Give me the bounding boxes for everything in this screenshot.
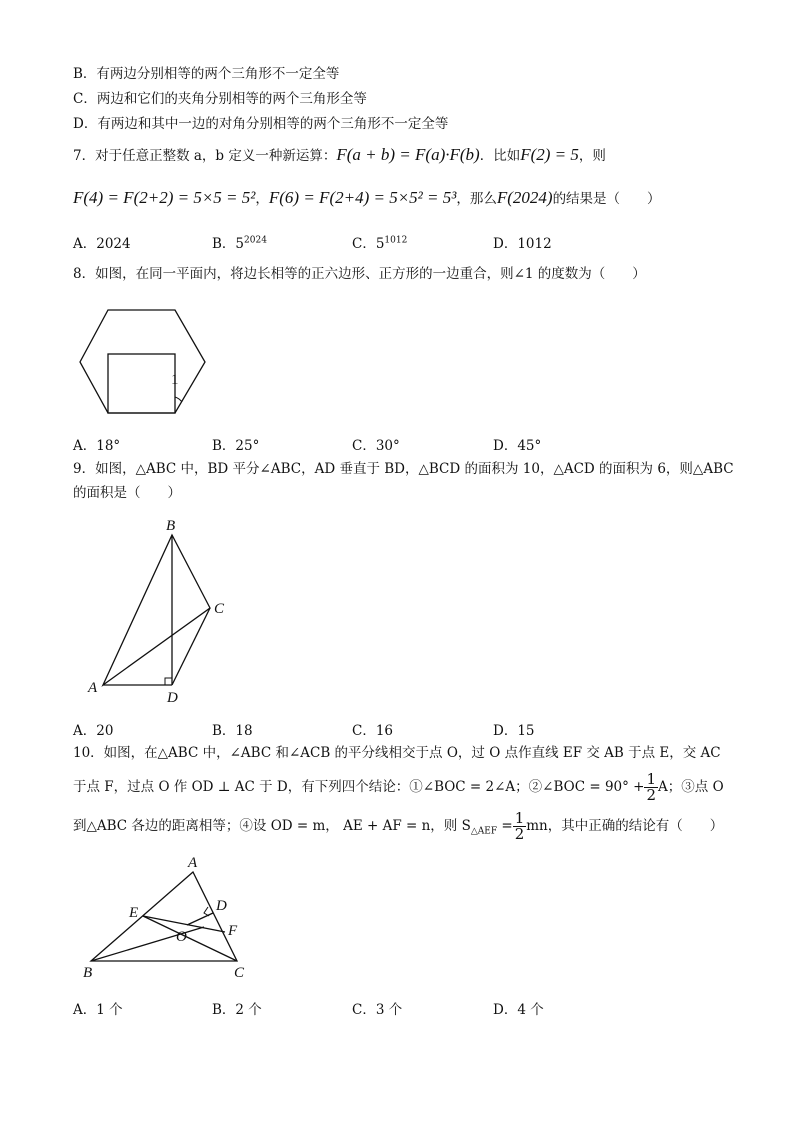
q7-mid-text: ．比如: [479, 148, 521, 164]
q10-bisector-co: [143, 916, 237, 961]
q10-line3-text: 到△ABC 各边的距离相等；④设 OD = m， AE + AF = n，则 S: [73, 818, 471, 834]
q10-option-a: A．1 个: [73, 1002, 123, 1018]
q8-angle-label: 1: [171, 372, 179, 388]
q10-label-o: O: [176, 929, 187, 945]
q10-triangle-figure: [80, 855, 260, 985]
q10-fraction-half-a: [644, 772, 658, 803]
q9-option-c: C．16: [352, 723, 394, 739]
q8-option-a: A．18°: [73, 438, 121, 454]
q10-fraction2-numerator: 1: [514, 809, 525, 827]
q10-stem-line2: [73, 770, 724, 804]
q9-label-c: C: [214, 601, 225, 617]
q7-tail-text: 的结果是（ ）: [552, 191, 661, 207]
q7-stem-line1: [73, 145, 606, 166]
q8-hexagon: [80, 310, 205, 413]
q10-label-f: F: [228, 923, 238, 939]
q7-option-b-exponent: 2024: [244, 235, 267, 246]
q7-intro: 7．对于任意正整数 a，b 定义一种新运算：: [73, 148, 337, 164]
q10-stem-line3: [73, 809, 723, 849]
q9-triangle-figure: [84, 512, 244, 712]
q10-option-c: C．3 个: [352, 1002, 403, 1018]
q7-then-text: ，那么: [456, 191, 497, 207]
q6-option-c: C．两边和它们的夹角分别相等的两个三角形全等: [73, 91, 367, 107]
q8-angle-arc: [175, 397, 182, 402]
q7-option-c-exponent: 1012: [384, 235, 408, 246]
q7-option-a: A．2024: [73, 236, 131, 252]
q8-option-b: B．25°: [212, 438, 260, 454]
q9-right-angle-mark: [165, 678, 172, 685]
q7-option-b-base: B．5: [212, 236, 245, 252]
q9-option-d: D．15: [493, 723, 535, 739]
q9-label-d: D: [167, 690, 178, 706]
q7-example-formula: F(2) = 5: [520, 145, 579, 164]
q10-perpendicular-od: [187, 913, 213, 925]
q10-fraction2-denominator: 2: [514, 825, 525, 843]
q9-option-b: B．18: [212, 723, 253, 739]
q9-label-b: B: [166, 518, 176, 534]
q10-fraction-numerator: 1: [646, 770, 657, 788]
q7-stem-line2: [73, 188, 661, 209]
q10-line3-equals: =: [497, 818, 513, 834]
q10-option-b: B．2 个: [212, 1002, 262, 1018]
q7-formula-f4: F(4) = F(2+2) = 5×5 = 5²: [73, 188, 256, 207]
q7-option-b: [212, 232, 267, 252]
q6-option-b: B．有两边分别相等的两个三角形不一定全等: [73, 66, 340, 82]
q7-end-text: ，则: [578, 148, 606, 164]
q10-line2-text: 于点 F，过点 O 作 OD ⊥ AC 于 D，有下列四个结论：①∠BOC = 2∠A；②∠BOC = 90° +: [73, 779, 645, 795]
q9-stem-line2: 的面积是（ ）: [73, 485, 181, 501]
q10-label-a: A: [188, 855, 198, 871]
q9-stem-line1: 9．如图，△ABC 中，BD 平分∠ABC，AD 垂直于 BD，△BCD 的面积为 10，△ACD 的面积为 6，则△ABC: [73, 461, 734, 477]
q10-label-e: E: [129, 905, 139, 921]
q7-option-d: D．1012: [493, 236, 552, 252]
q10-label-c: C: [234, 965, 245, 981]
q8-option-c: C．30°: [352, 438, 400, 454]
q10-fraction-denominator: 2: [646, 786, 657, 804]
q7-separator: ，: [255, 191, 269, 207]
q8-square: [108, 354, 175, 413]
q10-line3-tail: mn，其中正确的结论有（ ）: [526, 818, 724, 834]
q10-fraction-half-mn: [513, 811, 527, 842]
q8-stem: 8．如图，在同一平面内，将边长相等的正六边形、正方形的一边重合，则∠1 的度数为（ ）: [73, 266, 646, 282]
q9-label-a: A: [88, 680, 98, 696]
q7-option-c: [352, 232, 407, 252]
q10-stem-line1: 10．如图，在△ABC 中，∠ABC 和∠ACB 的平分线相交于点 O，过 O 点作直线 EF 交 AB 于点 E，交 AC: [73, 745, 721, 761]
q10-bisector-bo: [91, 927, 204, 961]
q9-triangle-abc: [103, 535, 210, 685]
q10-line2-tail: A；③点 O: [658, 779, 724, 795]
q10-triangle-abc: [91, 872, 237, 961]
q10-label-d: D: [216, 898, 227, 914]
q9-segment-cd: [172, 608, 210, 685]
q7-formula-f6: F(6) = F(2+4) = 5×5² = 5³: [268, 188, 457, 207]
q7-definition-formula: F(a + b) = F(a)·F(b): [336, 145, 480, 164]
q8-option-d: D．45°: [493, 438, 542, 454]
q7-formula-f2024: F(2024): [496, 188, 553, 207]
q10-option-d: D．4 个: [493, 1002, 544, 1018]
q8-hexagon-square-figure: [78, 305, 208, 415]
q7-option-c-base: C．5: [352, 236, 385, 252]
q10-label-b: B: [83, 965, 93, 981]
q6-option-d: D．有两边和其中一边的对角分别相等的两个三角形不一定全等: [73, 116, 449, 132]
q10-area-subscript: △AEF: [470, 826, 498, 837]
q9-option-a: A．20: [73, 723, 114, 739]
